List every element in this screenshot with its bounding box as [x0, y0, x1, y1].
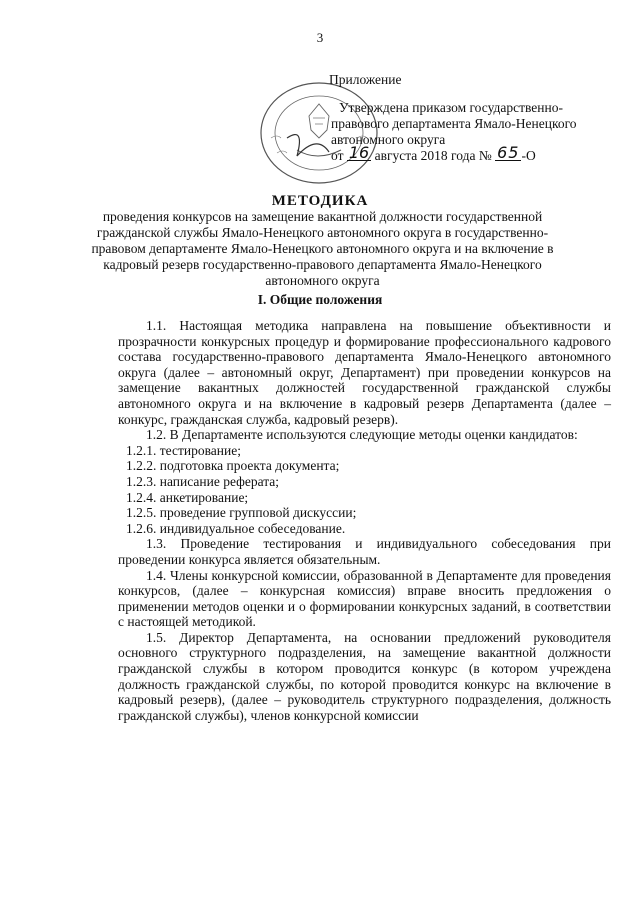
- order-suffix: -О: [521, 148, 536, 163]
- list-item: 1.2.4. анкетирование;: [126, 489, 249, 505]
- list-item: 1.2.6. индивидуальное собеседование.: [126, 520, 346, 536]
- list-item: 1.2.2. подготовка проекта документа;: [126, 458, 340, 474]
- paragraph-1-3: 1.3. Проведение тестирования и индивидуального собеседования при проведении конкурса является обязательным.: [118, 536, 611, 567]
- date-prefix: от: [331, 148, 344, 163]
- approval-date-line: [331, 143, 615, 164]
- date-day-handwritten: 16: [348, 143, 370, 162]
- paragraph-1-5: 1.5. Директор Департамента, на основании предложений руководителя основного структурного подразделения, на замещение вакантной должности гражданской службы в котором проводится конкурс (в котором учреждена должность гражданской службы, по которой проводится конкурс на включение в кадровый резерв), (далее – руководитель структурного подразделения, должность гражданской службы), членов конкурсной комиссии: [118, 629, 611, 723]
- paragraph-1-2: 1.2. В Департаменте используются следующие методы оценки кандидатов:: [146, 427, 578, 443]
- document-title: МЕТОДИКА: [271, 193, 369, 209]
- approval-block: [325, 72, 615, 164]
- list-item: 1.2.3. написание реферата;: [126, 473, 280, 489]
- paragraph-1-1: 1.1. Настоящая методика направлена на повышение объективности и прозрачности конкурсных процедур и формирование профессионального кадрового состава государственно-правового департамента Ямало-Ненецкого автономного округа (далее – автономный округ, Департамент) при проведении конкурсов на замещение вакантных должностей государственной гражданской службы автономного округа и на включение в кадровый резерв Департамента (далее – конкурс, гражданская служба, кадровый резерв).: [118, 318, 611, 427]
- approved-line-3: автономного округа: [331, 132, 446, 147]
- document-body: [118, 318, 611, 723]
- list-item: 1.2.5. проведение групповой дискуссии;: [126, 505, 357, 521]
- appendix-label: Приложение: [329, 72, 402, 87]
- approved-line-1: Утверждена приказом государственно-: [339, 100, 563, 115]
- page-number: 3: [316, 30, 324, 45]
- date-rest: августа 2018 года №: [374, 148, 492, 163]
- list-item: 1.2.1. тестирование;: [126, 442, 241, 458]
- document-subtitle: проведения конкурсов на замещение вакантной должности государственной гражданской службы Ямало-Ненецкого автономного округа в государственно-правовом департаменте Ямало-Ненецкого автономного округа и на включение в кадровый резерв государственно-правового департамента Ямало-Ненецкого автономного округа: [91, 209, 554, 288]
- section-heading: I. Общие положения: [257, 292, 383, 307]
- paragraph-1-4: 1.4. Члены конкурсной комиссии, образованной в Департаменте для проведения конкурсов, (далее – конкурсная комиссия) вправе вносить предложения о применении методов оценки и о формировании конкурсных заданий, в соответствии с настоящей методикой.: [118, 567, 611, 630]
- approved-line-2: правового департамента Ямало-Ненецкого: [331, 116, 577, 131]
- order-number-handwritten: 65: [497, 143, 520, 162]
